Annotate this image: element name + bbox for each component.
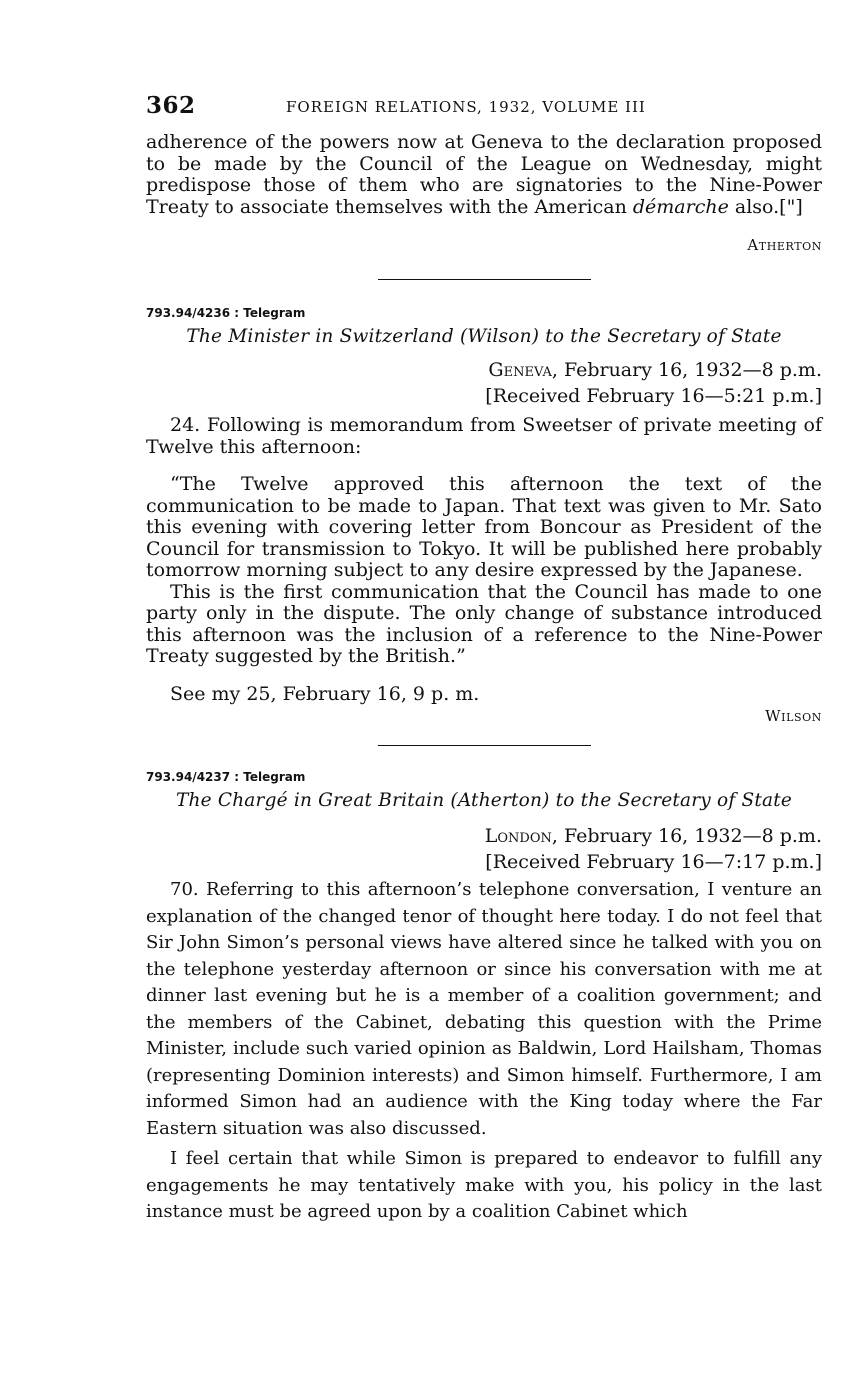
- file-number: 793.94/4236 : Telegram: [146, 306, 306, 320]
- page-header: [146, 92, 822, 132]
- telegram-paragraph: I feel certain that while Simon is prepared to endeavor to fulfill any engagements he may tentatively make with you, his policy in the last instance must be agreed upon by a coalition Cabinet which: [146, 1148, 822, 1222]
- carryover-text-end: also.["]: [728, 195, 803, 218]
- received-line: [Received February 16—7:17 p.m.]: [485, 851, 822, 873]
- section-divider: [378, 745, 591, 746]
- signature-atherton: Atherton: [747, 236, 822, 254]
- page-number: 362: [146, 92, 196, 119]
- dateline-place: Geneva: [488, 359, 552, 381]
- section-divider: [378, 279, 591, 280]
- telegram-paragraph: 70. Referring to this afternoon’s telephone conversation, I venture an explanation of the changed tenor of thought here today. I do not feel that Sir John Simon’s personal views have altered since he talked with you on the telephone yesterday afternoon or since his conversation with me at dinner last evening but he is a member of a coalition government; and the members of the Cabinet, debating this question with the Prime Minister, include such varied opinion as Baldwin, Lord Hailsham, Thomas (representing Dominion interests) and Simon himself. Furthermore, I am informed Simon had an audience with the King today where the Far Eastern situation was also discussed.: [146, 879, 822, 1139]
- dateline: [146, 823, 822, 849]
- quote-paragraph: This is the first communication that the Council has made to one party only in the dispute. The only change of substance introduced this afternoon was the inclusion of a reference to the Nine-Power Treaty suggested by the British.”: [146, 580, 822, 667]
- see-reference: See my 25, February 16, 9 p. m.: [170, 682, 480, 705]
- running-head: FOREIGN RELATIONS, 1932, VOLUME III: [286, 98, 646, 116]
- dateline-place: London: [484, 825, 552, 847]
- file-number: 793.94/4237 : Telegram: [146, 770, 306, 784]
- document-page: [146, 92, 822, 1226]
- telegram-paragraph: 24. Following is memorandum from Sweetser of private meeting of Twelve this afternoon:: [146, 414, 822, 458]
- received-line: [Received February 16—5:21 p.m.]: [485, 385, 822, 407]
- document-heading: The Chargé in Great Britain (Atherton) to the Secretary of State: [175, 790, 793, 811]
- dateline: [146, 357, 822, 383]
- carryover-paragraph: [146, 132, 822, 218]
- carryover-text-start: adherence of the powers now at Geneva to the declaration proposed to be made by the Council of the League on Wednesday, might predispose those of them who are signatories to the Nine-Power Treaty to associate themselves with the American: [146, 131, 822, 218]
- document-heading: The Minister in Switzerland (Wilson) to the Secretary of State: [186, 326, 782, 347]
- dateline-date: , February 16, 1932—8 p.m.: [551, 825, 822, 847]
- dateline-date: , February 16, 1932—8 p.m.: [551, 359, 822, 381]
- signature-wilson: Wilson: [765, 707, 822, 725]
- quote-paragraph: “The Twelve approved this afternoon the text of the communication to be made to Japan. That text was given to Mr. Sato this evening with covering letter from Boncour as President of the Council for transmission to Tokyo. It will be published here probably tomorrow morning subject to any desire expressed by the Japanese.: [146, 473, 822, 581]
- carryover-italic-word: démarche: [632, 195, 729, 218]
